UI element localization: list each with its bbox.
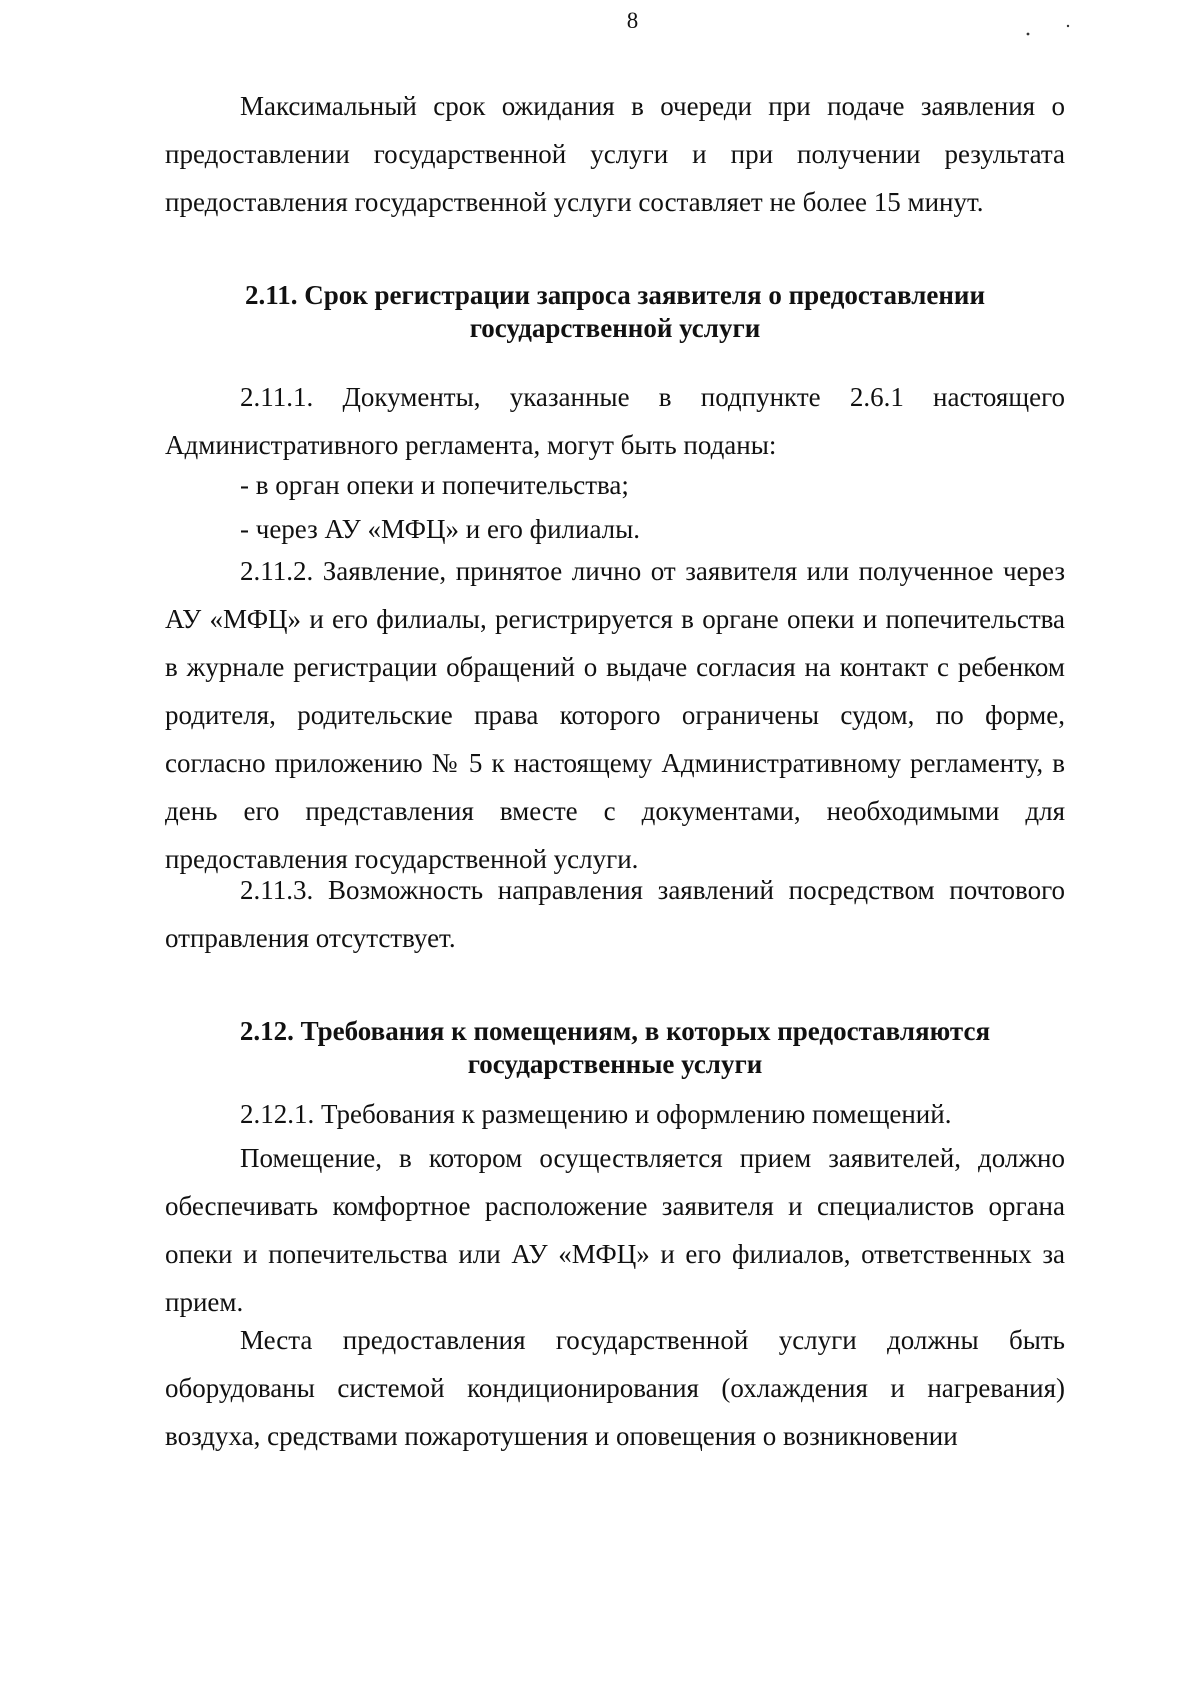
paragraph-2-12-1: 2.12.1. Требования к размещению и оформлению помещений.: [240, 1099, 952, 1129]
heading-2-12-line2: государственные услуги: [467, 1049, 763, 1079]
list-item-mfc: - через АУ «МФЦ» и его филиалы.: [240, 514, 641, 544]
paragraph-2-11-2: 2.11.2. Заявление, принятое лично от заявителя или полученное через АУ «МФЦ» и его филиалы, регистрируется в органе опеки и попечительства в журнале регистрации обращений о выдаче согласия на контакт с ребенком родителя, родительские права которого ограничены судом, по форме, согласно приложению № 5 к настоящему Административному регламенту, в день его представления вместе с документами, необходимыми для предоставления государственной услуги.: [165, 556, 1065, 874]
paragraph-2-11-3: 2.11.3. Возможность направления заявлений посредством почтового отправления отсутствует.: [165, 875, 1065, 953]
paragraph-premises: Помещение, в котором осуществляется прием заявителей, должно обеспечивать комфортное расположение заявителя и специалистов органа опеки и попечительства или АУ «МФЦ» и его филиалов, ответственных за прием.: [165, 1143, 1065, 1317]
page-number: 8: [626, 8, 639, 33]
paragraph-places: Места предоставления государственной услуги должны быть оборудованы системой кондиционирования (охлаждения и нагревания) воздуха, средствами пожаротушения и оповещения о возникновении: [165, 1325, 1065, 1451]
heading-2-11-line1: 2.11. Срок регистрации запроса заявителя о предоставлении: [244, 280, 986, 310]
list-item-guardianship: - в орган опеки и попечительства;: [240, 470, 629, 500]
paragraph-2-11-1: 2.11.1. Документы, указанные в подпункте 2.6.1 настоящего Административного регламента, могут быть поданы:: [165, 382, 1065, 460]
paragraph-max-wait: Максимальный срок ожидания в очереди при подаче заявления о предоставлении государственной услуги и при получении результата предоставления государственной услуги составляет не более 15 минут.: [165, 91, 1065, 217]
heading-2-11-line2: государственной услуги: [469, 313, 761, 343]
scan-specks: [1020, 22, 1080, 42]
heading-2-12-line1: 2.12. Требования к помещениям, в которых предоставляются: [239, 1016, 991, 1046]
